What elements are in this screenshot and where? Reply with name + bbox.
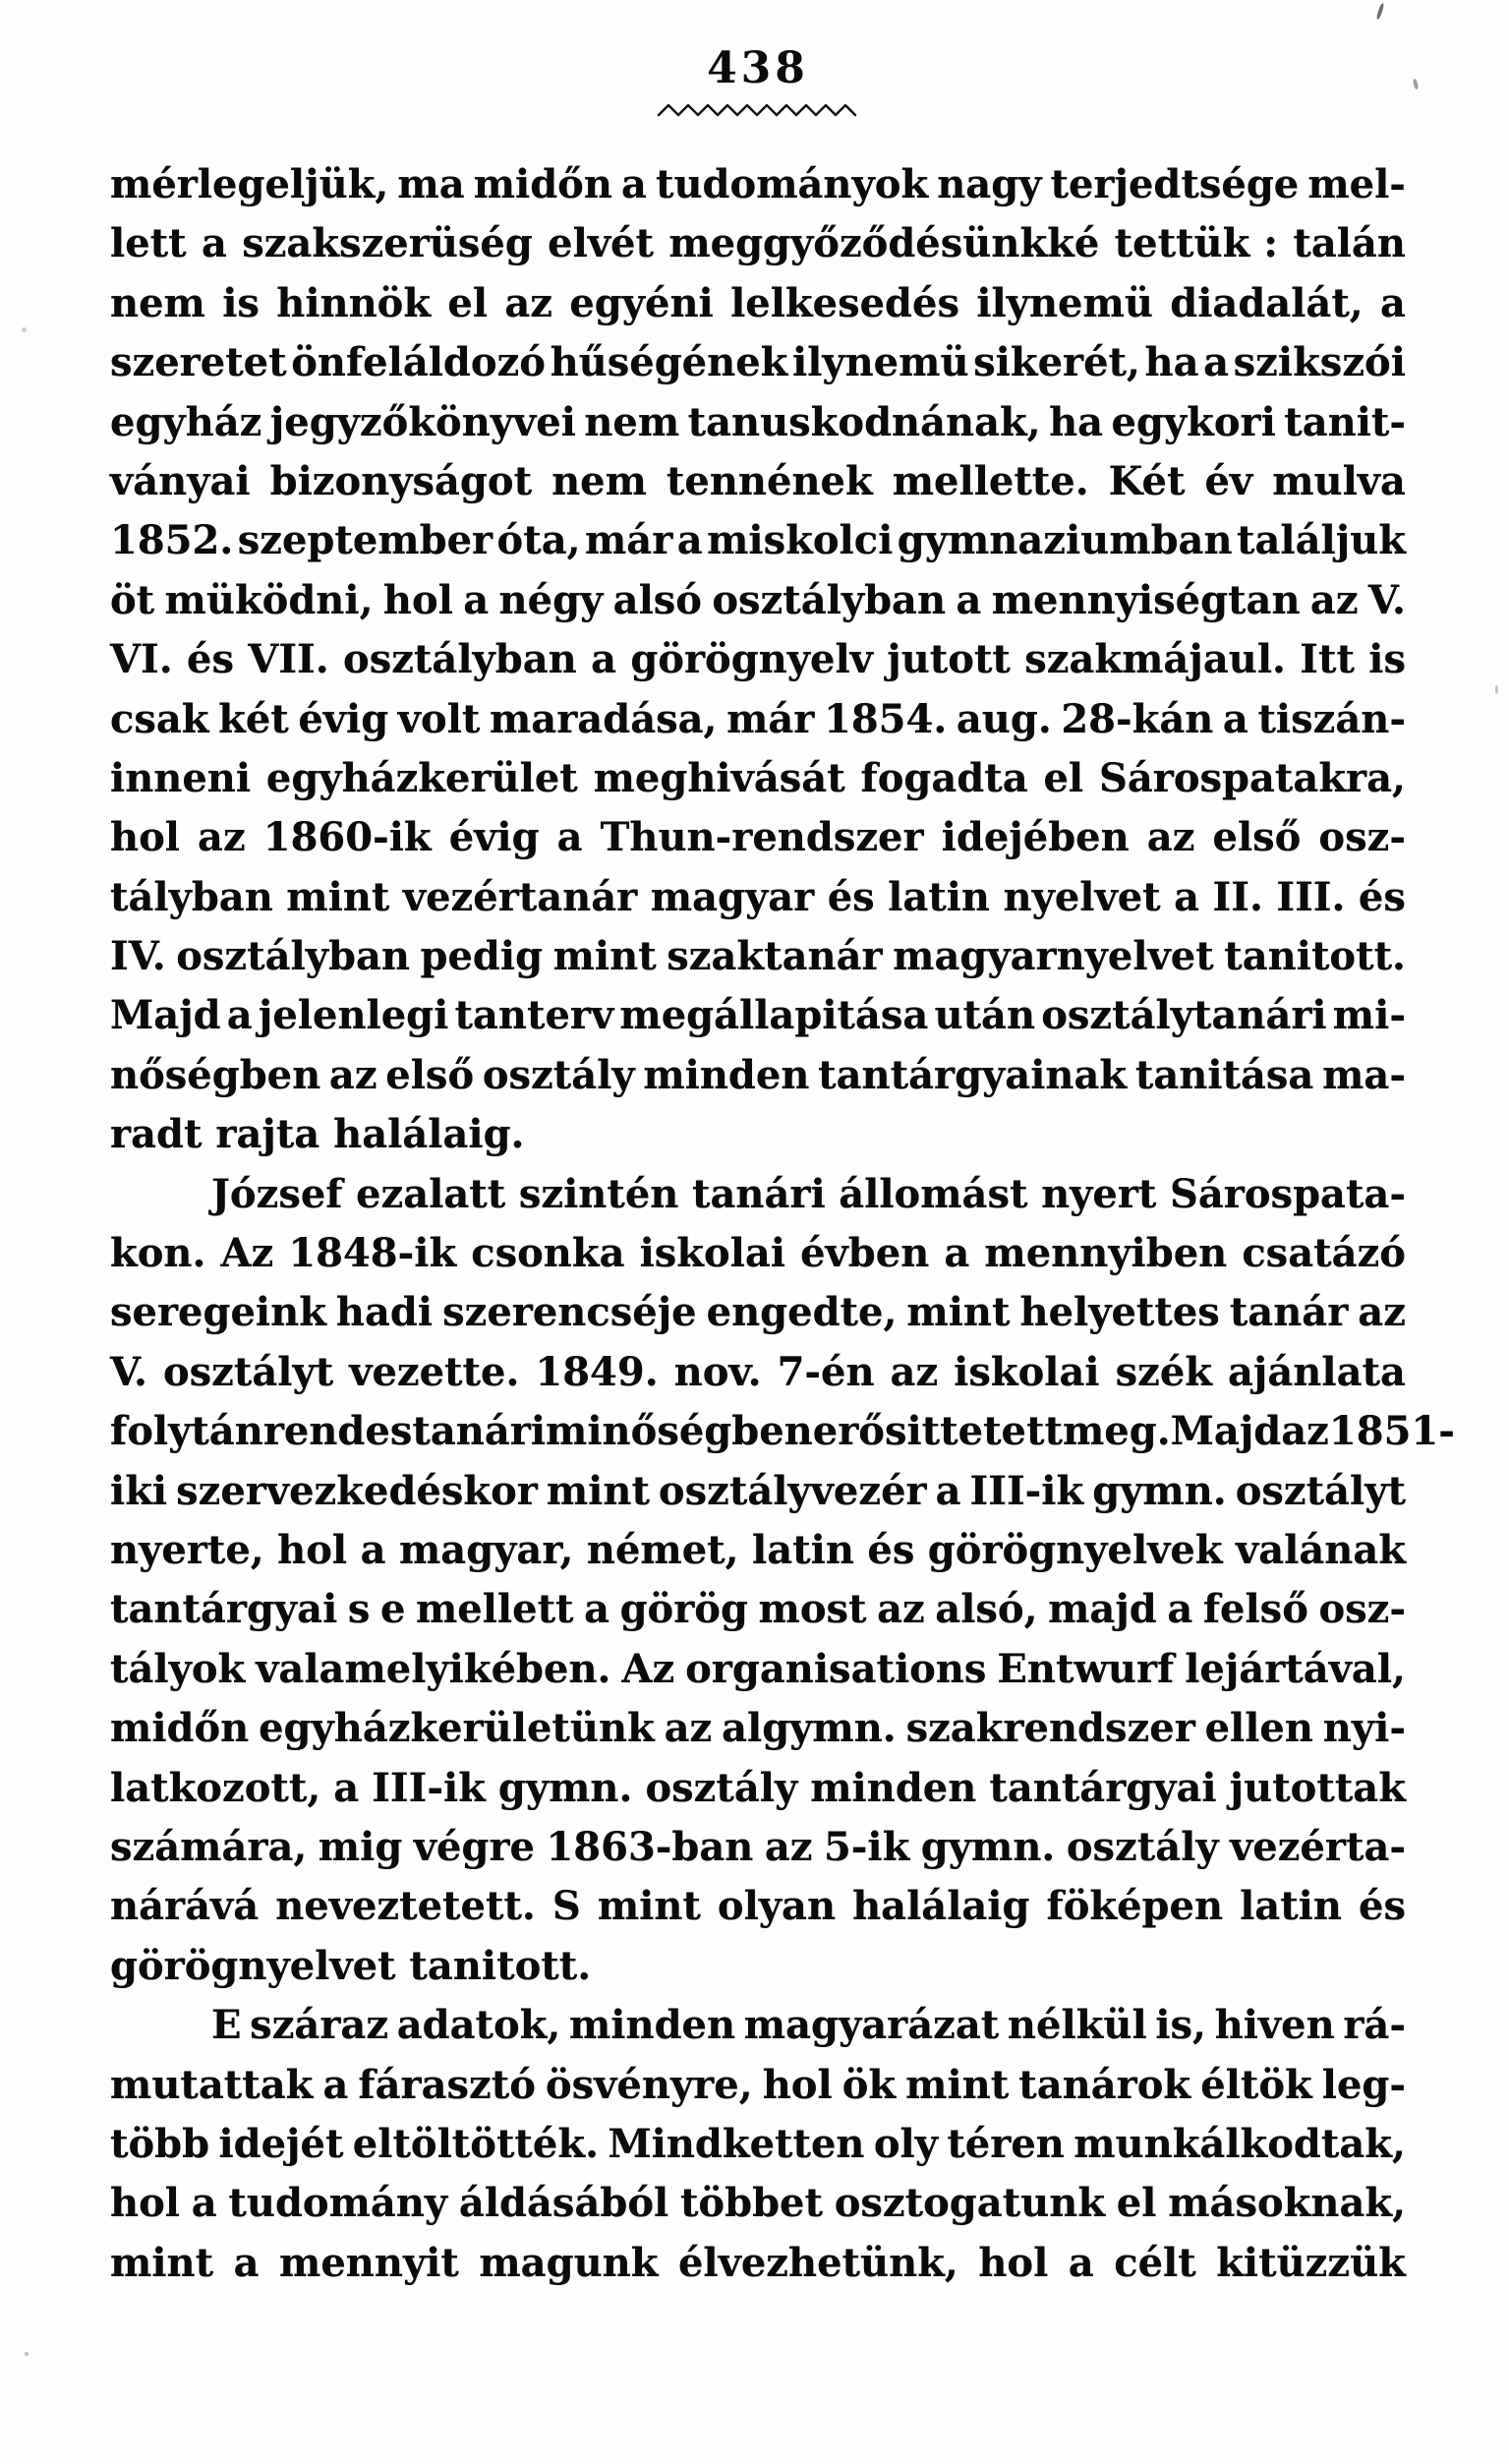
text-line: József ezalatt szintén tanári állomást nyert Sárospata- [211, 1170, 1406, 1217]
text-line: Majd a jelenlegi tanterv megállapitása után osztálytanári mi- [110, 992, 1406, 1039]
text-line: midőn egyházkerületünk az algymn. szakrendszer ellen nyi- [110, 1705, 1406, 1752]
text-line: 1852. szeptember óta, már a miskolci gymnaziumban találjuk [110, 517, 1406, 564]
text-line: iki szervezkedéskor mint osztályvezér a III-ik gymn. osztályt [110, 1467, 1406, 1514]
text-line: inneni egyházkerület meghivását fogadta el Sárospatakra, [110, 754, 1406, 801]
text-line: számára, mig végre 1863-ban az 5-ik gymn. osztály vezérta- [110, 1823, 1406, 1870]
text-line: V. osztályt vezette. 1849. nov. 7-én az iskolai szék ajánlata [110, 1348, 1406, 1395]
text-line: seregeink hadi szerencséje engedte, mint helyettes tanár az [110, 1289, 1406, 1336]
text-line: hol a tudomány áldásából többet osztogatunk el másoknak, [110, 2180, 1406, 2227]
text-line: nem is hinnök el az egyéni lelkesedés ilynemü diadalát, a [110, 279, 1406, 326]
text-line: mérlegeljük, ma midőn a tudományok nagy terjedtsége mel- [110, 161, 1406, 207]
text-line: tantárgyai s e mellett a görög most az alsó, majd a felső osz- [110, 1586, 1406, 1633]
text-line: nőségben az első osztály minden tantárgyainak tanitása ma- [110, 1051, 1406, 1098]
text-line: öt müködni, hol a négy alsó osztályban a mennyiségtan az V. [110, 576, 1406, 623]
text-line: mutattak a fárasztó ösvényre, hol ök mint tanárok éltök leg- [110, 2061, 1406, 2108]
scan-speck [1495, 685, 1498, 694]
scan-speck [1413, 79, 1420, 90]
text-block [110, 155, 1455, 2293]
text-line: több idejét eltöltötték. Mindketten oly téren munkálkodtak, [110, 2120, 1406, 2167]
page-number: 438 [707, 43, 809, 93]
wavy-underline-icon [657, 102, 859, 118]
text-line: tályok valamelyikében. Az organisations Entwurf lejártával, [110, 1645, 1406, 1692]
text-line: E száraz adatok, minden magyarázat nélkül is, hiven rá- [211, 2002, 1406, 2049]
text-line: szeretet önfeláldozó hűségének ilynemü sikerét, ha a szikszói [110, 339, 1406, 386]
text-line: nyerte, hol a magyar, német, latin és görögnyelvek valának [110, 1526, 1406, 1573]
text-line: mint a mennyit magunk élvezhetünk, hol a célt kitüzzük [110, 2239, 1406, 2286]
text-line: kon. Az 1848-ik csonka iskolai évben a mennyiben csatázó [110, 1230, 1406, 1277]
text-line: nárává neveztetett. S mint olyan halálaig föképen latin és [110, 1883, 1406, 1930]
text-line: latkozott, a III-ik gymn. osztály minden tantárgyai jutottak [110, 1764, 1406, 1811]
text-line: tályban mint vezértanár magyar és latin nyelvet a II. III. és [110, 873, 1406, 920]
text-line: görögnyelvet tanitott. [110, 1942, 592, 1989]
page-header [110, 0, 1406, 118]
text-line: VI. és VII. osztályban a görögnyelv jutott szakmájaul. Itt is [110, 636, 1406, 683]
text-line: folytán rendes tanári minőségben erősittetett meg. Majd az 1851- [110, 1408, 1455, 1455]
text-line: egyház jegyzőkönyvei nem tanuskodnának, ha egykori tanit- [110, 398, 1406, 445]
text-line: lett a szakszerüség elvét meggyőződésünkké tettük : talán [110, 220, 1406, 267]
scan-speck [22, 327, 27, 332]
text-line: IV. osztályban pedig mint szaktanár magyarnyelvet tanitott. [110, 933, 1406, 980]
text-line: hol az 1860-ik évig a Thun-rendszer idejében az első osz- [110, 814, 1406, 861]
scan-speck [25, 2352, 29, 2356]
text-line: csak két évig volt maradása, már 1854. aug. 28-kán a tiszán- [110, 695, 1406, 742]
text-line: radt rajta halálaig. [110, 1111, 525, 1158]
text-line: ványai bizonyságot nem tennének mellette. Két év mulva [110, 457, 1406, 504]
